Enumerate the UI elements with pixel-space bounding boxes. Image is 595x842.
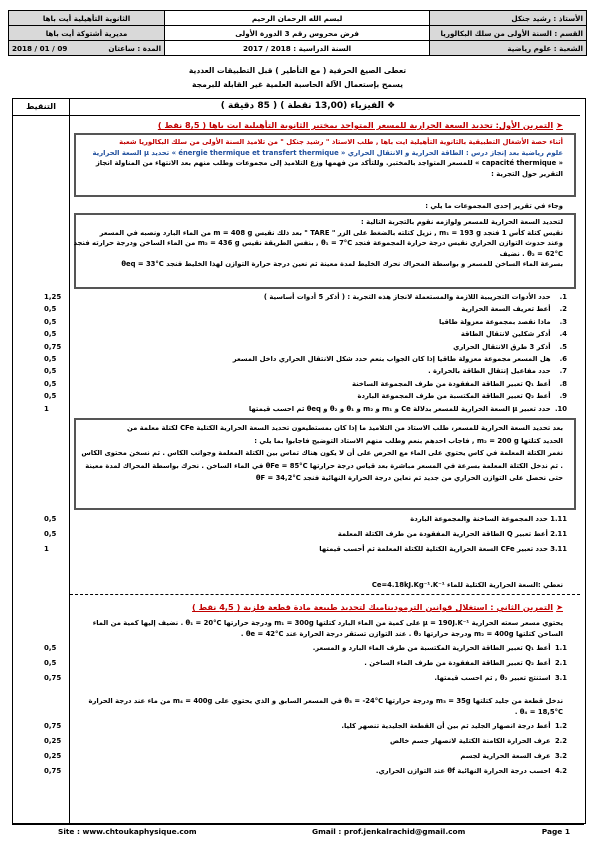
question-row bbox=[249, 405, 567, 413]
question-row bbox=[233, 355, 567, 363]
question-row bbox=[434, 674, 567, 682]
question-points: 0,5 bbox=[44, 515, 57, 523]
question-row bbox=[453, 343, 567, 351]
question-points: 0,75 bbox=[44, 722, 62, 730]
question-row bbox=[338, 530, 567, 538]
question-number: 2. bbox=[559, 305, 567, 314]
question-number: 3. bbox=[559, 317, 567, 326]
question-text: أعط Q₁ تعبير الطاقة الحرارية المكتسبة من طرف الماء البارد و المسعر. bbox=[312, 644, 551, 652]
grading-column bbox=[13, 99, 70, 823]
question-points: 1,25 bbox=[44, 293, 62, 301]
protocol-line: وعند حدوث التوازن الحراري نقيس درجة حرارة المجموعة فنجد θ₁ = 7°C , بنفس الطريقة نقيس m₂ = 436 g من الماء الساخن ودرجة حرارته فنجد θ₂ = 62°C . نضيف bbox=[73, 239, 563, 258]
question-text: أعط تعبير Q الطاقة الحرارية المفقودة من طرف الكتلة المعلمة bbox=[337, 530, 548, 538]
intro-line-1: تعطى الصيغ الحرفية ( مع التأطير ) قبل التطبيقات العددية bbox=[188, 66, 407, 75]
question-number: 2.11 bbox=[550, 530, 567, 538]
question-points: 0,5 bbox=[44, 392, 57, 401]
question-points: 1 bbox=[44, 404, 49, 413]
question-points: 0,5 bbox=[44, 317, 57, 326]
protocol-line: لتحديد السعة الحرارية للمسعر ولوازمه نقوم بالتجربة التالية : bbox=[360, 218, 563, 226]
question-points: 0,5 bbox=[44, 644, 57, 652]
exam-cell: فرض محروس رقم 3 الدورة الأولى bbox=[165, 26, 430, 41]
stream-cell: الشعبة : علوم رياضية bbox=[430, 41, 587, 56]
physics-title: ❖ الفيزياء (13,00 نقطة ) ( 85 دقيقة ) bbox=[220, 101, 396, 111]
context-line: أثناء حصة الأشغال التطبيقية بالثانوية التأهيلية ايت باها , طلب الاستاذ " رشيد جنكل " من تلاميذ السنة الأولى من سلك البكالوريا شعبة bbox=[119, 138, 563, 146]
question-points: 0,5 bbox=[44, 659, 57, 667]
question-number: 3.2 bbox=[554, 752, 567, 760]
level-cell: القسم : السنة الأولى من سلك البكالوريا bbox=[430, 26, 587, 41]
basmala-cell: لبسم الله الرحمان الرحيم bbox=[165, 11, 430, 26]
question-number: 2.2 bbox=[554, 737, 567, 745]
question-points: 0,75 bbox=[44, 767, 62, 775]
question-number: 3.1 bbox=[554, 674, 567, 682]
question-row bbox=[364, 659, 567, 667]
question-number: 4.2 bbox=[554, 767, 567, 775]
question-points: 0,5 bbox=[44, 379, 57, 388]
question-row bbox=[390, 737, 567, 745]
question-text: أذكر 3 طرق الانتقال الحراري bbox=[453, 342, 551, 351]
grading-header: التنقيط bbox=[13, 99, 69, 116]
question-text: أعط Q₂ تعبير الطاقة المفقودة من طرف الماء الساخن . bbox=[364, 659, 551, 667]
question-text: حدد تعبير CFe السعة الحرارية الكتلية للكتلة المعلمة ثم أحسب قيمتها bbox=[319, 545, 548, 553]
question-points: 0,25 bbox=[44, 737, 62, 745]
exercise1-box2-text bbox=[73, 422, 563, 485]
question-row bbox=[410, 515, 567, 523]
dashed-separator bbox=[70, 594, 580, 595]
context-line: علوم رياضية بعد إنجاز درس : الطاقة الحرارية و الانتقال الحراري « énergie thermique et transfert thermique » تحديد μ السعة الحرارية bbox=[92, 148, 563, 157]
question-row bbox=[460, 752, 567, 760]
teacher-cell: الأستاذ : رشيد جنكل bbox=[430, 11, 587, 26]
question-text: أعط تعريف السعة الحرارية bbox=[461, 305, 551, 314]
question-points: 0,5 bbox=[44, 330, 57, 339]
footer-site: Site : www.chtoukaphysique.com bbox=[58, 827, 197, 836]
question-text: ماذا نقصد بمجموعة معزولة طاقيا bbox=[439, 317, 551, 326]
protocol-line: نقيس كتلة كأس 1 فنجد m₁ = 193 g , نزيل كتلته بالضغط على الزر " TARE " بعد ذلك نقيس m = 408 g من الماء البارد ونصبه في المسعر bbox=[99, 228, 563, 237]
question-number: 1.1 bbox=[554, 644, 567, 652]
question-row bbox=[461, 305, 567, 313]
question-text: عرف الحرارة الكامنة الكتلية لانصهار جسم خالص bbox=[389, 737, 551, 745]
header-table bbox=[8, 10, 587, 56]
report-intro: وجاء في تقرير إحدى المجموعات ما يلي : bbox=[425, 202, 563, 210]
question-row bbox=[376, 767, 567, 775]
duration-text: المدة : ساعتان bbox=[108, 43, 162, 53]
question-text: أعط Q₂ تعبير الطاقة المكتسبة من طرف المجموعة الباردة bbox=[357, 392, 551, 401]
question-text: حدد مفاعيل إنتقال الطاقة بالحرارة . bbox=[428, 367, 551, 376]
footer-gmail: Gmail : prof.jenkalrachid@gmail.com bbox=[312, 827, 466, 836]
context-line: يحتوي مسعر سعته الحرارية μ = 190J.K⁻¹ على كمية من الماء البارد كتلتها m₁ = 300g ودرجة حرارتها θ₁ = 20°C . نضيف إليها كمية من الماء bbox=[92, 619, 563, 627]
question-number: 6. bbox=[559, 355, 567, 363]
question-text: حدد تعبير μ السعة الحرارية للمسعر بدلالة Ce و m₁ و m₂ و θ₁ و θ₂ و θeq ثم احسب قيمتها bbox=[248, 404, 551, 413]
separator bbox=[70, 115, 580, 116]
question-points: 0,25 bbox=[44, 752, 62, 760]
question-row bbox=[428, 367, 567, 375]
question-points: 0,5 bbox=[44, 305, 57, 314]
question-number: 1.2 bbox=[554, 722, 567, 730]
arrow-icon: ➤ bbox=[556, 120, 563, 130]
question-text: عرف السعة الحرارية لجسم bbox=[460, 752, 551, 760]
question-number: 4. bbox=[559, 330, 567, 339]
question-row bbox=[461, 330, 567, 338]
part2-line: ندخل قطعة من جليد كتلتها m₃ = 35g ودرجة حرارتها θ₃ = -24°C في المسعر السابق و الذي يحتوي على m₄ = 400g من ماء عند درجة الحرارة bbox=[88, 697, 563, 705]
question-row bbox=[352, 380, 567, 388]
context-line: الساخن كتلتها m₂ = 400g ودرجة حرارتها θ₂ . عند التوازن تستقر درجة الحرارة عند θe = 42°C . bbox=[240, 629, 563, 638]
exercise2-context bbox=[73, 618, 563, 639]
year-cell: السنة الدراسية : 2018 / 2017 bbox=[165, 41, 430, 56]
question-text: استنتج تعبير θ₂ , ثم احسب قيمتها. bbox=[434, 674, 551, 682]
exam-page bbox=[8, 4, 587, 836]
context-line: « capacité thermique » للمسعر المتواجد بالمختبر. وللتأكد من فهمها وزع التلاميذ إلى مجموعات وطلب منهم بعد الانتهاء من المناولة انجاز bbox=[95, 159, 563, 168]
question-number: 8. bbox=[559, 379, 567, 388]
question-points: 0,75 bbox=[44, 342, 62, 351]
question-text: حدد المجموعة الساخنة والمجموعة الباردة bbox=[410, 515, 548, 523]
exercise2-part2 bbox=[73, 696, 563, 717]
question-row bbox=[439, 318, 567, 326]
given-data: نعطي :السعة الحرارية الكتلية للماء Ce=4.18kJ.Kg⁻¹.K⁻¹ bbox=[371, 581, 563, 589]
question-text: حدد الأدوات التجريبية اللازمة والمستعملة لانجاز هذه التجربة : ( أذكر 5 أدوات أساسية ) bbox=[263, 293, 551, 301]
box2-line: نغمر الكتلة المعلمة في كاس يحتوي على الماء مع الحرص على أن لا يكون هناك تماس بين الكتلة المعلمة وجوانب الكاس . ثم نسخن محتوى الكاس bbox=[81, 449, 563, 458]
protocol bbox=[73, 217, 563, 270]
question-text: أعط Q₁ تعبير الطاقة المفقودة من طرف المجموعة الساخنة bbox=[351, 379, 551, 388]
date-text: 09 / 01 / 2018 bbox=[12, 43, 68, 53]
question-number: 1.11 bbox=[550, 515, 567, 523]
question-text: أعط درجة انصهار الجليد ثم بين أن القطعة الجليدية تنصهر كليا. bbox=[341, 722, 551, 730]
question-number: 3.11 bbox=[550, 545, 567, 553]
arrow-icon: ➤ bbox=[556, 602, 563, 612]
box2-line: حتى نحصل على التوازن الحراري من جديد ثم نعاين درجة الحرارة النهائية فنجد θF = 34,2°C bbox=[255, 474, 563, 483]
box2-line: الحديد كتلتها m₂ = 200 g , فاجاب احدهم بنعم وطلب منهم الاستاذ التوضيح فاجابوا بما يلي : bbox=[254, 436, 563, 445]
question-number: 5. bbox=[559, 342, 567, 351]
question-row bbox=[313, 644, 567, 652]
context-line: التقرير حول التجربة : bbox=[491, 169, 563, 178]
question-points: 0,5 bbox=[44, 355, 57, 363]
question-points: 0,5 bbox=[44, 367, 57, 376]
question-text: هل المسعر مجموعة معزولة طاقيا إذا كان الجواب بنعم حدد شكل الانتقال الحراري داخل المسعر bbox=[232, 355, 551, 363]
question-number: 10. bbox=[554, 404, 567, 413]
question-row bbox=[358, 392, 568, 400]
question-number: 2.1 bbox=[554, 659, 567, 667]
exercise2-title: ➤التمرين الثاني : استغلال قوانين الترموديناميك لتحديد طبيعة مادة قطعة فلزية ( 4,5 نقط ) bbox=[192, 602, 563, 612]
protocol-line: بسرعة الماء الساخن للمسعر و بواسطة المحراك نحرك الخليط لمدة معينة ثم نعين درجة حرارة التوازن لهذا الخليط فنجد θeq = 33°C bbox=[121, 260, 563, 269]
question-number: 9. bbox=[559, 392, 567, 401]
exercise1-title: ➤التمرين الأول: تحديد السعة الحرارية للمسعر المتواجد بمختبر الثانوية التأهيلية ايت باها ( 8,5 نقط ) bbox=[157, 120, 563, 130]
question-points: 0,5 bbox=[44, 530, 57, 538]
footer-page: Page 1 bbox=[541, 827, 570, 836]
question-row bbox=[341, 722, 567, 730]
question-points: 1 bbox=[44, 545, 49, 553]
exercise1-context bbox=[73, 137, 563, 179]
part2-line: θ₄ = 18,5°C . bbox=[514, 707, 563, 716]
box2-line: . ثم ندخل الكتلة المعلمة بسرعة في المسعر مباشرة بعد قياس درجة حرارتها θFe = 85°C في الماء الساخن . نحرك بواسطة المحراك لمدة معينة bbox=[85, 461, 563, 470]
question-text: احسب درجة الحرارة النهائية θf عند التوازن الحراري. bbox=[375, 767, 551, 775]
question-number: 1. bbox=[559, 293, 567, 301]
question-number: 7. bbox=[559, 367, 567, 376]
question-row bbox=[264, 293, 567, 301]
footer bbox=[12, 824, 584, 837]
question-text: أذكر شكلين لانتقال الطاقة bbox=[460, 330, 551, 339]
directorate-cell: مديرية أشتوكة أيت باها bbox=[9, 26, 165, 41]
box2-line: بعد تحديد السعة الحرارية للمسعر، طلب الاستاذ من التلاميذ ما إذا كان بمستطيعون تحديد السعة الحرارية الكتلية CFe لكتلة معلمة من bbox=[126, 424, 563, 432]
school-cell: الثانوية التأهيلية أيت باها bbox=[9, 11, 165, 26]
question-row bbox=[319, 545, 567, 553]
question-points: 0,75 bbox=[44, 674, 62, 682]
date-duration-cell bbox=[9, 41, 165, 56]
intro-line-2: يسمح بإستعمال الآلة الحاسبة العلمية غير القابلة للبرمجة bbox=[192, 80, 403, 89]
